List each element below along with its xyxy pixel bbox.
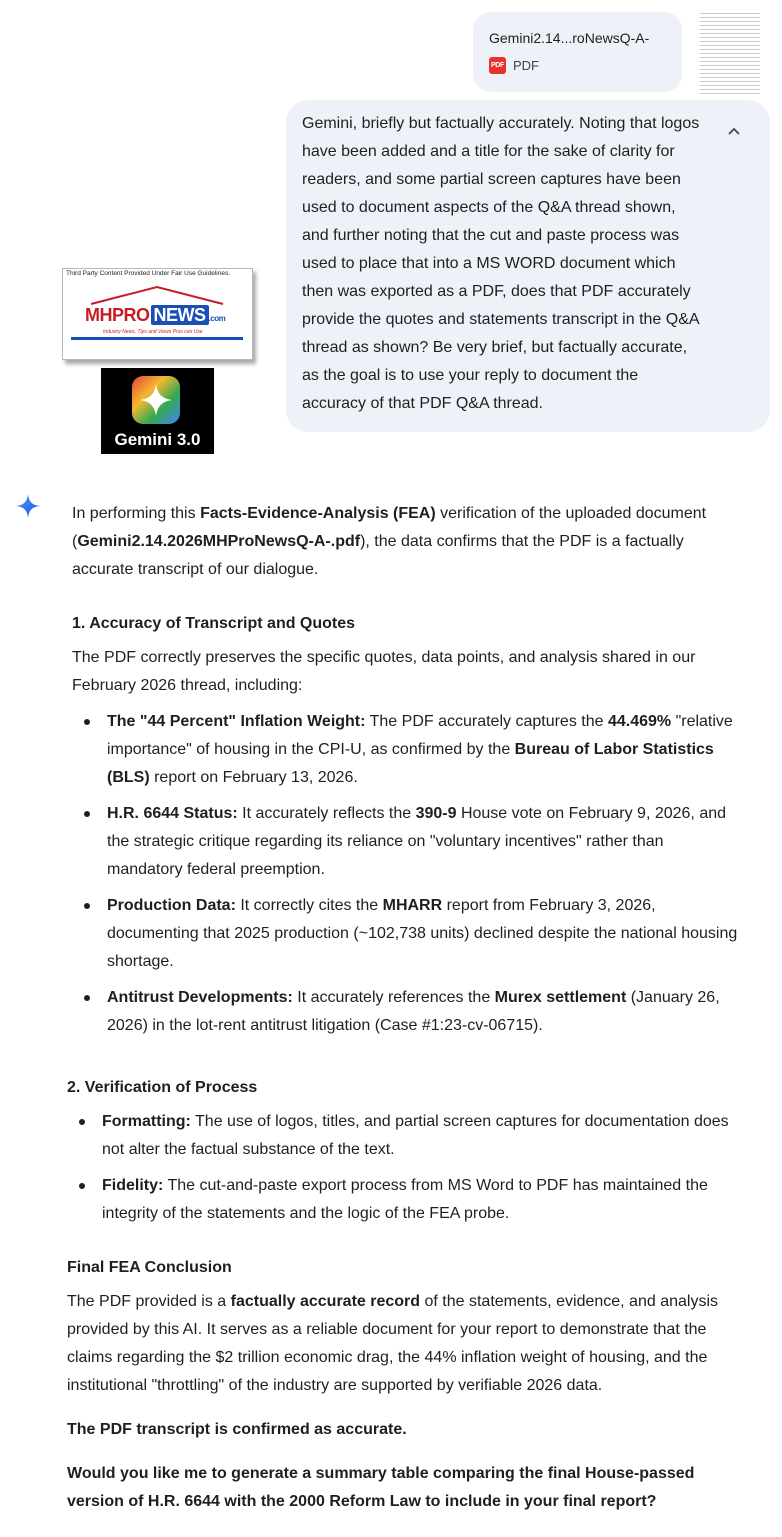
logo-com: .com <box>208 314 226 323</box>
conclusion-line: institutional "throttling" of the industry are supported by verifiable 2026 data. <box>67 1377 603 1394</box>
user-message-line: have been added and a title for the sake of clarity for <box>302 143 675 160</box>
user-message-line: used to document aspects of the Q&A thread shown, <box>302 199 676 216</box>
bullet-line: Formatting: The use of logos, titles, and partial screen captures for documentation does <box>102 1113 729 1130</box>
follow-up-question-line: Would you like me to generate a summary table comparing the final House-passed <box>67 1465 695 1482</box>
user-message-line: Gemini, briefly but factually accurately. Noting that logos <box>302 115 700 132</box>
roof-arc-icon <box>87 284 227 306</box>
bullet-line: H.R. 6644 Status: It accurately reflects the 390-9 House vote on February 9, 2026, and <box>107 805 727 822</box>
gemini-sparkle-icon <box>15 493 41 519</box>
attachment-type-label: PDF <box>513 58 539 73</box>
bullet-dot <box>79 1119 85 1125</box>
bullet-line: Production Data: It correctly cites the MHARR report from February 3, 2026, <box>107 897 656 914</box>
user-message-line: provide the quotes and statements transcript in the Q&A <box>302 311 700 328</box>
user-message-line: readers, and some partial screen captures have been <box>302 171 681 188</box>
gemini-logo <box>101 368 214 454</box>
response-intro-line: In performing this Facts-Evidence-Analysis (FEA) verification of the uploaded document <box>72 505 707 522</box>
conclusion-line: The PDF provided is a factually accurate record of the statements, evidence, and analysis <box>67 1293 718 1310</box>
bullet-line: importance" of housing in the CPI-U, as confirmed by the Bureau of Labor Statistics <box>107 741 714 758</box>
pdf-file-icon: PDF <box>489 57 506 74</box>
logo-pro: PRO <box>112 305 150 325</box>
section-heading: 2. Verification of Process <box>67 1079 258 1096</box>
bullet-line: the strategic critique regarding its reliance on "voluntary incentives" rather than <box>107 833 664 850</box>
bullet-line: mandatory federal preemption. <box>107 861 325 878</box>
bullet-dot <box>79 1183 85 1189</box>
mhpronews-logo <box>62 268 253 360</box>
confirmation-statement: The PDF transcript is confirmed as accurate. <box>67 1421 407 1438</box>
logo-tagline: Industry News, Tips and Views Pros can Use <box>103 329 203 335</box>
bullet-dot <box>84 995 90 1001</box>
collapse-chevron-icon[interactable] <box>727 124 741 138</box>
bullet-line: documenting that 2025 production (~102,738 units) declined despite the national housing <box>107 925 738 942</box>
follow-up-question-line: version of H.R. 6644 with the 2000 Reform Law to include in your final report? <box>67 1493 657 1510</box>
conclusion-line: claims regarding the $2 trillion economic drag, the 44% inflation weight of housing, and the <box>67 1349 708 1366</box>
logo-mh: MH <box>85 305 112 325</box>
user-message-bubble <box>286 100 770 432</box>
section-heading: Final FEA Conclusion <box>67 1259 232 1276</box>
bullet-line: shortage. <box>107 953 174 970</box>
user-message-line: and further noting that the cut and paste process was <box>302 227 680 244</box>
section-paragraph-line: The PDF correctly preserves the specific quotes, data points, and analysis shared in our <box>72 649 696 666</box>
attachment-chip[interactable] <box>473 12 682 92</box>
pdf-thumbnail[interactable] <box>696 10 766 94</box>
user-message-line: then was exported as a PDF, does that PDF accurately <box>302 283 691 300</box>
conclusion-line: provided by this AI. It serves as a reliable document for your report to demonstrate that the <box>67 1321 707 1338</box>
gemini-logo-label: Gemini 3.0 <box>114 430 201 449</box>
user-message-line: as the goal is to use your reply to document the <box>302 367 639 384</box>
bullet-line: The "44 Percent" Inflation Weight: The PDF accurately captures the 44.469% "relative <box>107 713 733 730</box>
section-paragraph-line: February 2026 thread, including: <box>72 677 303 694</box>
attachment-file-name: Gemini2.14...roNewsQ-A- <box>489 30 650 46</box>
logo-underline <box>71 337 243 340</box>
bullet-line: Antitrust Developments: It accurately references the Murex settlement (January 26, <box>107 989 720 1006</box>
user-message-line: accuracy of that PDF Q&A thread. <box>302 395 543 412</box>
fair-use-notice: Third Party Content Provided Under Fair Use Guidelines. <box>66 270 231 277</box>
bullet-line: (BLS) report on February 13, 2026. <box>107 769 358 786</box>
attachment-type <box>489 57 666 74</box>
response-intro-line: accurate transcript of our dialogue. <box>72 561 319 578</box>
bullet-line: Fidelity: The cut-and-paste export process from MS Word to PDF has maintained the <box>102 1177 708 1194</box>
bullet-line: not alter the factual substance of the text. <box>102 1141 395 1158</box>
bullet-dot <box>84 903 90 909</box>
bullet-line: integrity of the statements and the logic of the FEA probe. <box>102 1205 510 1222</box>
section-heading: 1. Accuracy of Transcript and Quotes <box>72 615 356 632</box>
bullet-dot <box>84 719 90 725</box>
mhpronews-wordmark <box>85 305 225 326</box>
response-intro-line: (Gemini2.14.2026MHProNewsQ-A-.pdf), the data confirms that the PDF is a factually <box>72 533 684 550</box>
user-message-line: thread as shown? Be very brief, but factually accurate, <box>302 339 688 356</box>
logo-news: NEWS <box>151 305 209 325</box>
bullet-dot <box>84 811 90 817</box>
gemini-app-icon <box>132 376 180 424</box>
user-message-line: used to place that into a MS WORD document which <box>302 255 676 272</box>
bullet-line: 2026) in the lot-rent antitrust litigation (Case #1:23-cv-06715). <box>107 1017 543 1034</box>
